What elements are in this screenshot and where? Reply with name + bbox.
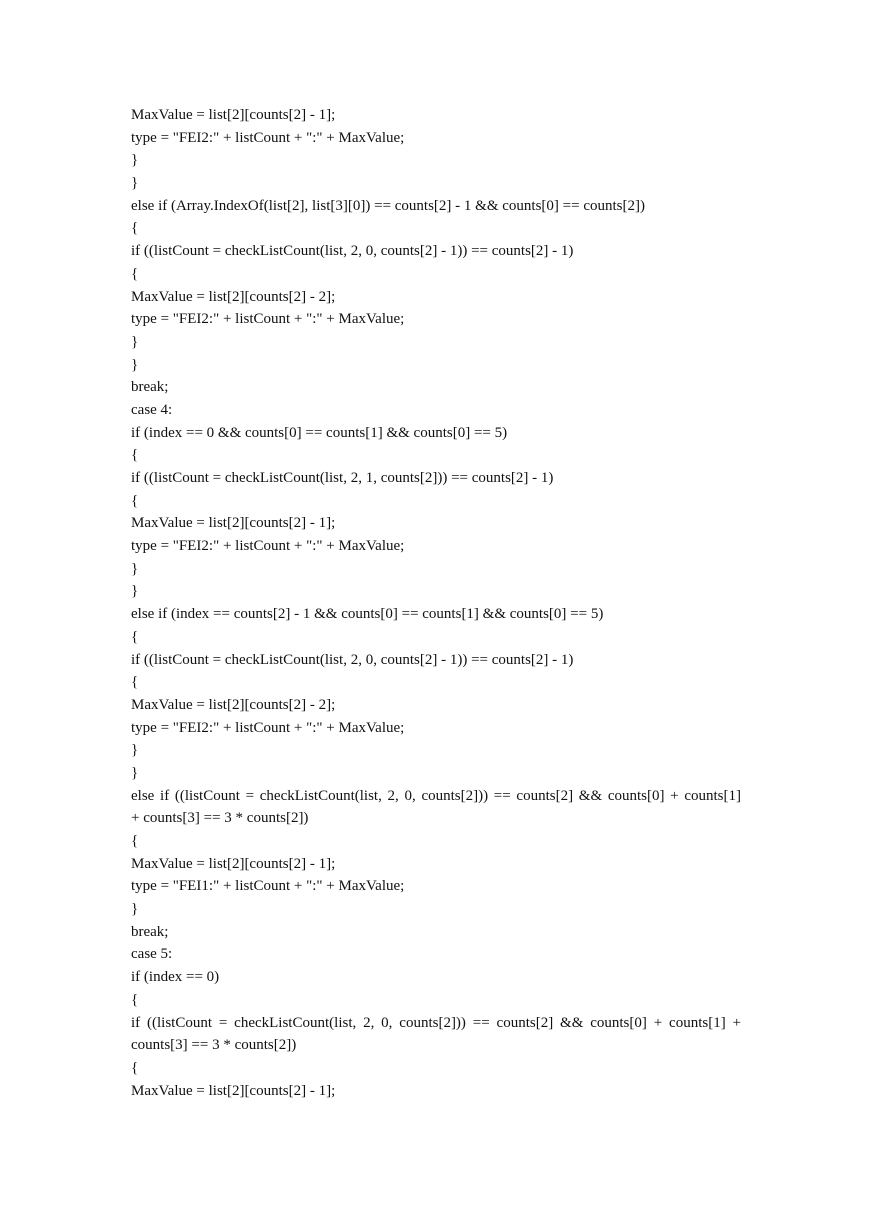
code-line: else if ((listCount = checkListCount(list, 2, 0, counts[2])) == counts[2] && counts[0] + counts[1]: [131, 787, 741, 804]
code-line: }: [131, 583, 139, 600]
code-text-block: [131, 104, 741, 1102]
code-line: else if (Array.IndexOf(list[2], list[3][0]) == counts[2] - 1 && counts[0] == counts[2]): [131, 197, 645, 214]
code-line: type = "FEI2:" + listCount + ":" + MaxValue;: [131, 719, 405, 736]
code-line: + counts[3] == 3 * counts[2]): [131, 810, 309, 827]
code-line: {: [131, 991, 139, 1008]
code-line: }: [131, 901, 139, 918]
code-line: {: [131, 220, 139, 237]
code-line: {: [131, 265, 139, 282]
code-line: case 5:: [131, 946, 173, 963]
code-line: if (index == 0 && counts[0] == counts[1] && counts[0] == 5): [131, 424, 508, 441]
code-line: if (index == 0): [131, 969, 220, 986]
code-line: if ((listCount = checkListCount(list, 2, 1, counts[2])) == counts[2] - 1): [131, 470, 554, 486]
code-line: {: [131, 628, 139, 645]
code-line: break;: [131, 379, 169, 396]
code-line: {: [131, 447, 139, 464]
code-line: {: [131, 492, 139, 509]
code-line: MaxValue = list[2][counts[2] - 1];: [131, 515, 336, 532]
code-line: else if (index == counts[2] - 1 && counts[0] == counts[1] && counts[0] == 5): [131, 606, 604, 623]
code-line: MaxValue = list[2][counts[2] - 2];: [131, 696, 336, 713]
code-line: {: [131, 1059, 139, 1076]
code-line: if ((listCount = checkListCount(list, 2, 0, counts[2] - 1)) == counts[2] - 1): [131, 651, 574, 668]
code-line: }: [131, 333, 139, 350]
code-line: }: [131, 356, 139, 373]
code-line: type = "FEI1:" + listCount + ":" + MaxValue;: [131, 878, 405, 895]
code-line: MaxValue = list[2][counts[2] - 1];: [131, 1082, 336, 1099]
code-line: }: [131, 560, 139, 577]
code-line: type = "FEI2:" + listCount + ":" + MaxValue;: [131, 538, 405, 555]
code-line: if ((listCount = checkListCount(list, 2, 0, counts[2])) == counts[2] && counts[0] + counts[1] +: [131, 1014, 741, 1031]
code-line: counts[3] == 3 * counts[2]): [131, 1037, 297, 1054]
code-line: MaxValue = list[2][counts[2] - 1];: [131, 107, 336, 123]
code-line: break;: [131, 923, 169, 940]
code-line: }: [131, 152, 139, 169]
code-line: if ((listCount = checkListCount(list, 2, 0, counts[2] - 1)) == counts[2] - 1): [131, 243, 574, 260]
code-line: MaxValue = list[2][counts[2] - 1];: [131, 855, 336, 872]
code-line: case 4:: [131, 401, 173, 418]
code-line: MaxValue = list[2][counts[2] - 2];: [131, 288, 336, 305]
code-line: }: [131, 764, 139, 781]
code-line: {: [131, 674, 139, 691]
code-line: type = "FEI2:" + listCount + ":" + MaxValue;: [131, 129, 405, 146]
code-line: }: [131, 175, 139, 192]
code-line: {: [131, 833, 139, 849]
code-line: type = "FEI2:" + listCount + ":" + MaxValue;: [131, 311, 405, 328]
code-line: }: [131, 742, 139, 759]
